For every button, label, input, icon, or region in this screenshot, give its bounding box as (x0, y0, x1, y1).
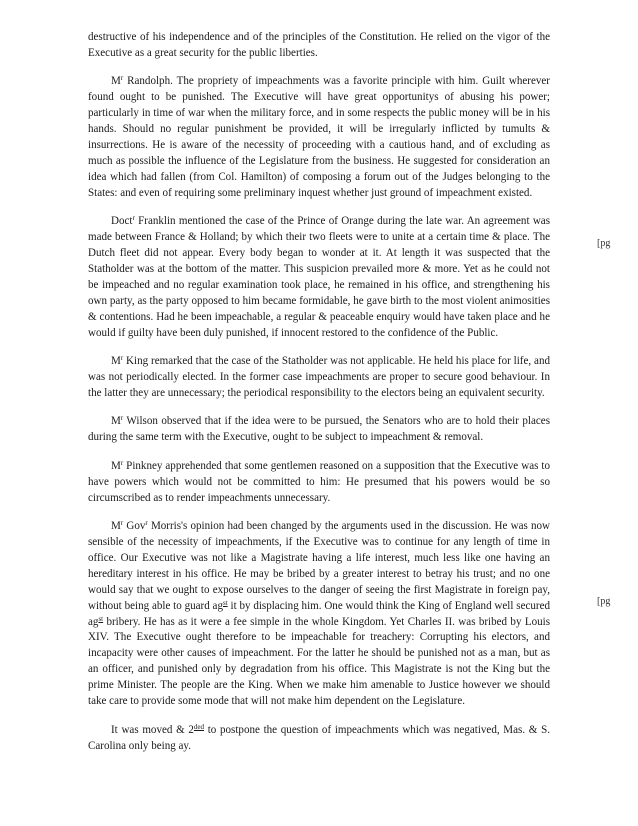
page-number-marker: [pg (597, 596, 611, 607)
paragraph-text: M (111, 459, 121, 472)
paragraph-text: Gov (123, 520, 146, 533)
paragraph-text: destructive of his independence and of the principles of the Constitution. He relied on the vigor of the Executive as a great security for the public liberties. (88, 31, 550, 59)
superscript-abbreviation: st (98, 614, 104, 623)
paragraph-text: to postpone the question of impeachments which was negatived, Mas. & S. Carolina only being ay. (88, 723, 550, 752)
paragraph-text: Franklin mentioned the case of the Prince of Orange during the late war. An agreement was made between France & Holland; by which their two fleets were to unite at a certain time & place. The Dutch fleet did not appear. Every body began to wonder at it. At length it was suspected that the Statholder was at the bottom of the matter. This suspicion prevailed more & more. Yet as he could not be impeached and no regular examination took place, he remained in his office, and strengthening his own party, as the party opposed to him became formidable, he gave birth to the most violent animosities & contentions. Had he been impeachable, a regular & peaceable enquiry would have taken place and he would if guilty have been duly punished, if innocent restored to the confidence of the Public. (88, 215, 550, 339)
superscript-abbreviation: r (120, 519, 124, 528)
paragraph (88, 214, 550, 341)
superscript-abbreviation: r (132, 214, 135, 223)
paragraph-text: King remarked that the case of the Statholder was not applicable. He held his place for life, and was not periodically elected. In the former case impeachments are proper to secure good behaviour. In the latter they are unnecessary; the periodical responsibility to the electors being an equivalent security. (88, 355, 550, 399)
paragraph-text: M (111, 75, 121, 88)
paragraph-text: bribery. He has as it were a fee simple in the whole Kingdom. Yet Charles II. was bribed by Louis XIV. The Executive ought therefore to be impeachable for treachery: Corrupting his electors, and incapacity were other causes of impeachment. For the latter he should be punished not as a man, but as an officer, and punished only by degradation from his office. This Magistrate is not the King but the prime Minister. The people are the King. When we make him amenable to Justice however we should take care to provide some mode that will not make him dependent on the Legislature. (88, 615, 550, 708)
paragraph-text: M (111, 520, 121, 533)
paragraph (88, 414, 550, 446)
superscript-abbreviation: r (145, 519, 148, 528)
paragraph-text: M (111, 415, 121, 428)
document-page (88, 30, 550, 767)
paragraph-text: Morris's opinion had been changed by the arguments used in the discussion. He was now sensible of the necessity of impeachments, if the Executive was to continue for any length of time in office. Our Executive was not like a Magistrate having a life interest, much less like one having an hereditary interest in his office. He may be bribed by a greater interest to betray his trust; and no one would say that we ought to expose ourselves to the danger of seeing the first Magistrate in foreign pay, without being able to guard ag (88, 520, 550, 612)
superscript-abbreviation: r (120, 74, 124, 83)
paragraph-text: Doct (111, 215, 133, 228)
paragraph (88, 723, 550, 755)
paragraph (88, 459, 550, 507)
paragraph-text: Pinkney apprehended that some gentlemen reasoned on a supposition that the Executive was to have powers which would not be committed to him: He presumed that his powers would be so circumscribed as to render impeachments unnecessary. (88, 459, 550, 504)
superscript-abbreviation: ded (193, 722, 205, 731)
paragraph (88, 354, 550, 402)
paragraph-text: Wilson observed that if the idea were to be pursued, the Senators who are to hold their places during the same term with the Executive, ought to be subject to impeachment & removal. (88, 415, 550, 444)
superscript-abbreviation: st (223, 598, 228, 607)
paragraph (88, 30, 550, 62)
paragraph-text: it by displacing him. One would think the King of England well secured ag (88, 599, 551, 628)
paragraph (88, 519, 550, 710)
paragraph-text: Randolph. The propriety of impeachments was a favorite principle with him. Guilt wherever found ought to be punished. The Executive will have great opportunitys of abusing his power; particularly in time of war when the military force, and in some respects the public money will be in his hands. Should no regular punishment be provided, it will be irregularly inflicted by tumults & insurrections. He is aware of the necessity of proceeding with a cautious hand, and of excluding as much as possible the influence of the Legislature from the business. He suggested for consideration an idea which had fallen (from Col. Hamilton) of composing a forum out of the Judges belonging to the States: and even of requiring some preliminary inquest whether just ground of impeachment existed. (88, 75, 550, 199)
paragraph-text: M (111, 355, 121, 368)
paragraph (88, 74, 550, 201)
page-number-marker: [pg (597, 238, 611, 249)
paragraph-text: It was moved & 2 (111, 723, 194, 736)
superscript-abbreviation: r (120, 458, 124, 467)
superscript-abbreviation: r (120, 354, 124, 363)
superscript-abbreviation: r (120, 414, 124, 423)
